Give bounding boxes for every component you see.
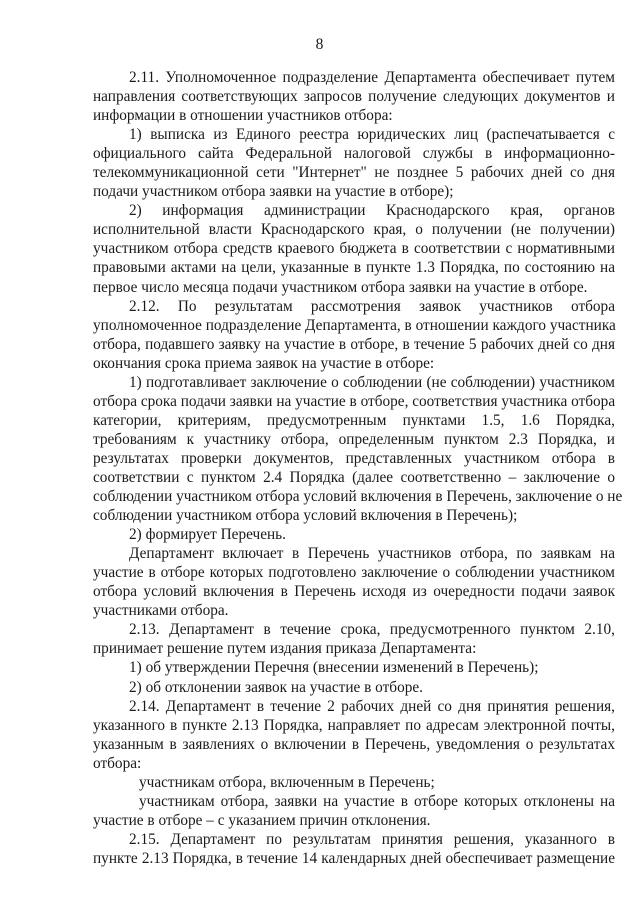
text-line: категории, критериям, предусмотренным пунктами 1.5, 1.6 Порядка, xyxy=(93,411,615,429)
text-line: 1) об утверждении Перечня (внесении изменений в Перечень); xyxy=(129,659,539,677)
text-line: направления соответствующих запросов получение следующих документов и xyxy=(93,88,615,106)
text-line: 2.14. Департамент в течение 2 рабочих дней со дня принятия решения, xyxy=(129,697,615,715)
text-line: указанным в заявлениях о включении в Перечень, уведомления о результатах xyxy=(93,735,615,753)
page-number: 8 xyxy=(315,36,324,53)
text-line: отбора срока подачи заявки на участие в отборе, соответствия участника отбора xyxy=(93,392,616,410)
text-line: результатах проверки документов, представленных участником отбора в xyxy=(93,449,615,467)
text-line: исполнительной власти Краснодарского края, о получении (не получении) xyxy=(93,221,615,239)
text-line: соблюдении участником отбора условий включения в Перечень); xyxy=(93,507,518,525)
text-line: указанного в пункте 2.13 Порядка, направляет по адресам электронной почты, xyxy=(93,716,615,734)
text-line: 2.15. Департамент по результатам принятия решения, указанного в xyxy=(129,830,615,848)
text-line: отбора: xyxy=(93,754,142,772)
text-line: участником отбора средств краевого бюджета в соответствии с нормативными xyxy=(93,240,615,258)
text-line: первое число месяца подачи участником отбора заявки на участие в отборе. xyxy=(93,278,588,296)
text-line: соответствии с пунктом 2.4 Порядка (далее соответственно – заключение о xyxy=(93,468,615,486)
text-line: 2.11. Уполномоченное подразделение Департамента обеспечивает путем xyxy=(129,69,615,86)
text-line: телекоммуникационной сети "Интернет" не позднее 5 рабочих дней со дня xyxy=(93,164,615,182)
text-line: 1) выписка из Единого реестра юридических лиц (распечатывается с xyxy=(129,126,615,144)
text-line: официального сайта Федеральной налоговой службы в информационно- xyxy=(93,145,615,163)
text-line: участникам отбора, включенным в Перечень; xyxy=(139,773,435,791)
text-line: участие в отборе – с указанием причин отклонения. xyxy=(93,811,431,829)
text-line: подачи участником отбора заявки на участие в отборе); xyxy=(93,183,454,201)
text-line: 2) формирует Перечень. xyxy=(129,526,286,544)
text-line: пункте 2.13 Порядка, в течение 14 календарных дней обеспечивает размещение xyxy=(93,849,615,867)
text-line: отбора условий включения в Перечень исходя из очередности подачи заявок xyxy=(93,583,615,601)
text-line: отбора, подавшего заявку на участие в отборе, в течение 5 рабочих дней со дня xyxy=(93,335,615,353)
text-line: уполномоченное подразделение Департамента, в отношении каждого участника xyxy=(93,316,616,334)
text-line: участникам отбора, заявки на участие в отборе которых отклонены на xyxy=(139,792,615,810)
text-line: участие в отборе которых подготовлено заключение о соблюдении участником xyxy=(93,564,615,582)
text-line: Департамент включает в Перечень участников отбора, по заявкам на xyxy=(129,545,615,563)
text-line: 2) об отклонении заявок на участие в отборе. xyxy=(129,678,423,696)
text-line: соблюдении участником отбора условий включения в Перечень, заключение о не xyxy=(93,488,623,506)
text-line: участниками отбора. xyxy=(93,602,229,620)
text-line: окончания срока приема заявок на участие в отборе: xyxy=(93,354,435,372)
text-line: информации в отношении участников отбора: xyxy=(93,107,393,125)
text-line: принимает решение путем издания приказа Департамента: xyxy=(93,640,477,658)
text-line: 2.13. Департамент в течение срока, предусмотренного пунктом 2.10, xyxy=(129,621,615,639)
text-line: требованиям к участнику отбора, определенным пунктом 2.3 Порядка, и xyxy=(93,430,615,448)
text-line: 2.12. По результатам рассмотрения заявок участников отбора xyxy=(129,297,615,315)
text-line: 1) подготавливает заключение о соблюдении (не соблюдении) участником xyxy=(129,373,615,391)
document-body xyxy=(93,68,623,868)
text-line: 2) информация администрации Краснодарского края, органов xyxy=(129,202,615,220)
text-line: правовыми актами на цели, указанные в пункте 1.3 Порядка, по состоянию на xyxy=(93,259,615,277)
